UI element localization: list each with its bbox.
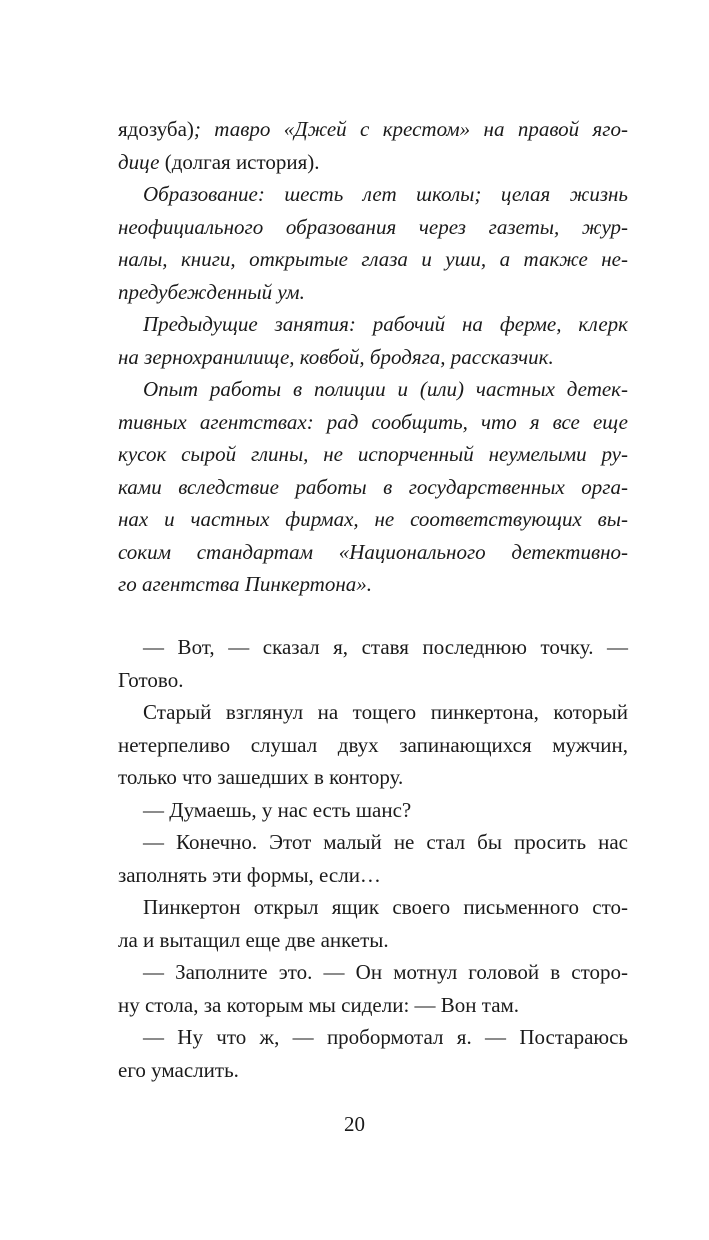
text-line: ками вследствие работы в государственных орга- bbox=[118, 474, 628, 499]
text-line: Готово. bbox=[118, 667, 184, 692]
page-number: 20 bbox=[344, 1112, 365, 1136]
text-line: нах и частных фирмах, не соответствующих вы- bbox=[118, 507, 628, 531]
text-line: — Ну что ж, — пробормотал я. — Постараюсь bbox=[143, 1025, 628, 1049]
text-line: на зернохранилище, ковбой, бродяга, рассказчик. bbox=[118, 344, 554, 369]
text-line: Опыт работы в полиции и (или) частных детек- bbox=[143, 377, 628, 401]
text-line: неофициального образования через газеты, жур- bbox=[118, 214, 628, 239]
text-line: налы, книги, открытые глаза и уши, а также не- bbox=[118, 247, 628, 271]
text-line: ядозуба); тавро «Джей с крестом» на правой яго- bbox=[118, 117, 628, 141]
text-line: предубежденный ум. bbox=[118, 279, 305, 304]
text-line: Предыдущие занятия: рабочий на ферме, клерк bbox=[143, 312, 628, 336]
text-line: — Заполните это. — Он мотнул головой в сторо- bbox=[143, 960, 628, 984]
text-line: Образование: шесть лет школы; целая жизнь bbox=[143, 182, 628, 206]
text-line: соким стандартам «Национального детективно- bbox=[118, 539, 628, 564]
text-line: дице (долгая история). bbox=[118, 149, 320, 174]
text-line: ла и вытащил еще две анкеты. bbox=[118, 927, 389, 952]
text-line: Пинкертон открыл ящик своего письменного сто- bbox=[143, 895, 628, 919]
text-line: кусок сырой глины, не испорченный неумелыми ру- bbox=[118, 442, 628, 466]
dialogue-block bbox=[118, 631, 628, 1086]
text-line: Старый взглянул на тощего пинкертона, который bbox=[143, 700, 628, 724]
form-answers-block bbox=[118, 113, 628, 601]
text-line: — Вот, — сказал я, ставя последнюю точку. — bbox=[143, 635, 628, 659]
text-line: — Думаешь, у нас есть шанс? bbox=[143, 797, 412, 822]
text-line: нетерпеливо слушал двух запинающихся мужчин, bbox=[118, 732, 628, 757]
text-line: — Конечно. Этот малый не стал бы просить нас bbox=[143, 830, 628, 854]
text-line: го агентства Пинкертона». bbox=[118, 572, 373, 596]
text-line: заполнять эти формы, если… bbox=[118, 862, 381, 887]
text-line: только что зашедших в контору. bbox=[118, 765, 404, 789]
text-line: его умаслить. bbox=[118, 1057, 239, 1082]
text-line: тивных агентствах: рад сообщить, что я все еще bbox=[118, 409, 628, 434]
text-line: ну стола, за которым мы сидели: — Вон там. bbox=[118, 992, 520, 1017]
